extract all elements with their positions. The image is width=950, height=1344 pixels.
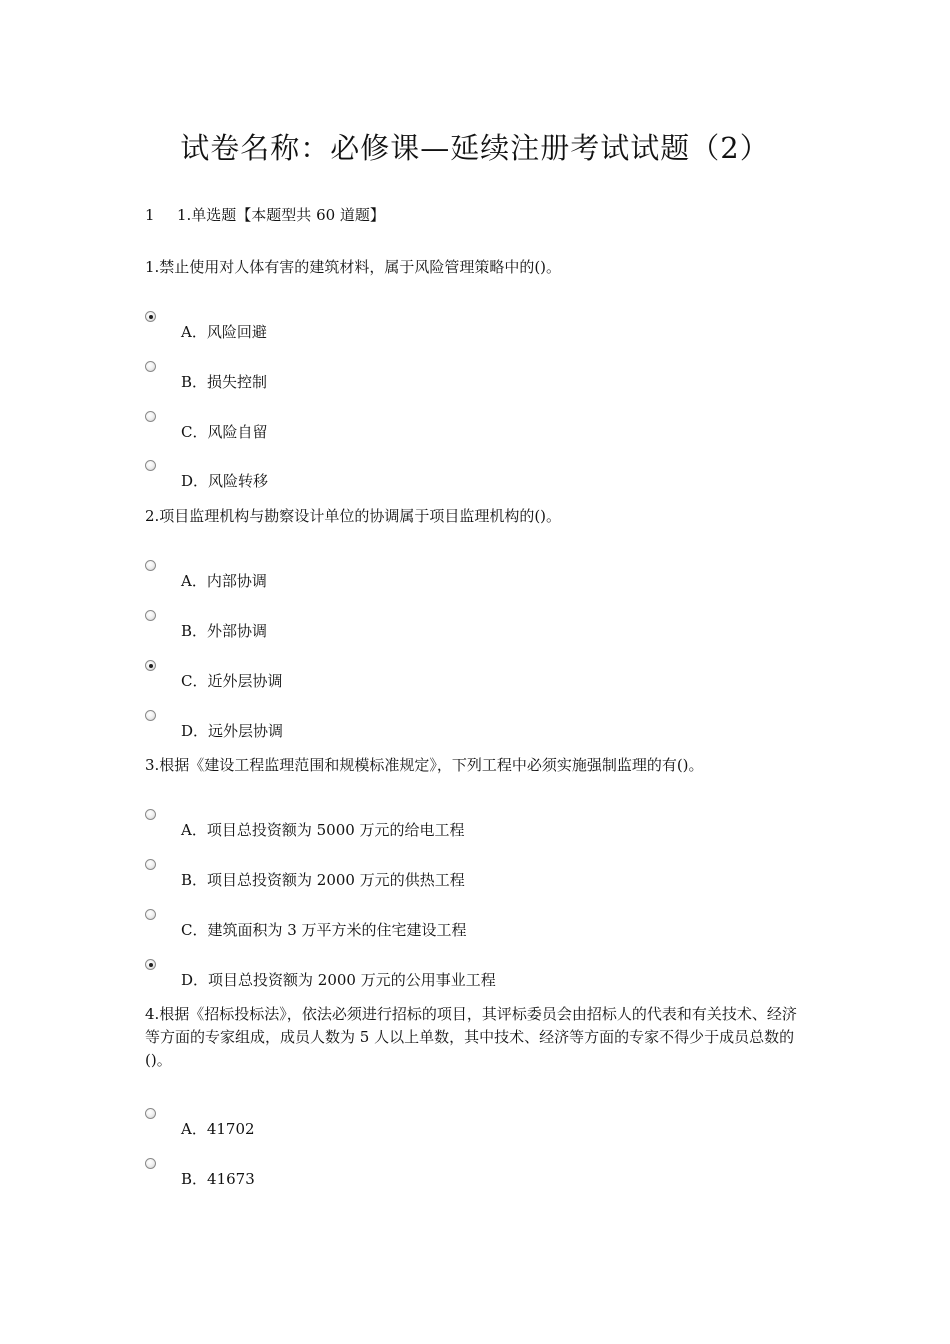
option-label: A．内部协调 xyxy=(181,572,267,590)
radio-icon[interactable] xyxy=(145,859,156,870)
radio-icon[interactable] xyxy=(145,1158,156,1169)
radio-checked-icon[interactable] xyxy=(145,660,156,671)
radio-icon[interactable] xyxy=(145,361,156,372)
option-label: D．风险转移 xyxy=(181,472,269,490)
option-label: B．外部协调 xyxy=(181,622,268,640)
radio-icon[interactable] xyxy=(145,909,156,920)
question-4-text: 4.根据《招标投标法》，依法必须进行招标的项目，其评标委员会由招标人的代表和有关技术、经济等方面的专家组成，成员人数为 5 人以上单数，其中技术、经济等方面的专家不得少于成员总数的()。 xyxy=(145,1005,797,1069)
option-label: D．远外层协调 xyxy=(181,722,284,740)
option-label: B．项目总投资额为 2000 万元的供热工程 xyxy=(181,871,465,889)
option-label: C．风险自留 xyxy=(181,423,268,441)
radio-checked-icon[interactable] xyxy=(145,311,156,322)
radio-icon[interactable] xyxy=(145,610,156,621)
option-label: A．项目总投资额为 5000 万元的给电工程 xyxy=(181,821,465,839)
radio-icon[interactable] xyxy=(145,411,156,422)
option-label: B．41673 xyxy=(181,1170,255,1188)
option-label: B．损失控制 xyxy=(181,373,268,391)
section-number: 1 xyxy=(145,206,155,224)
radio-icon[interactable] xyxy=(145,460,156,471)
option-label: A．风险回避 xyxy=(181,323,267,341)
page-title: 试卷名称：必修课—延续注册考试试题（2） xyxy=(180,131,770,165)
option-label: A．41702 xyxy=(181,1120,255,1138)
option-label: D．项目总投资额为 2000 万元的公用事业工程 xyxy=(181,971,496,989)
radio-icon[interactable] xyxy=(145,809,156,820)
section-header xyxy=(145,204,385,226)
radio-icon[interactable] xyxy=(145,710,156,721)
question-2-text: 2.项目监理机构与勘察设计单位的协调属于项目监理机构的()。 xyxy=(145,507,562,525)
radio-checked-icon[interactable] xyxy=(145,959,156,970)
section-label: 1.单选题【本题型共 60 道题】 xyxy=(177,206,385,224)
radio-icon[interactable] xyxy=(145,1108,156,1119)
option-label: C．建筑面积为 3 万平方米的住宅建设工程 xyxy=(181,921,467,939)
question-1-text: 1.禁止使用对人体有害的建筑材料，属于风险管理策略中的()。 xyxy=(145,258,562,276)
question-3-text: 3.根据《建设工程监理范围和规模标准规定》，下列工程中必须实施强制监理的有()。 xyxy=(145,756,704,774)
radio-icon[interactable] xyxy=(145,560,156,571)
option-label: C．近外层协调 xyxy=(181,672,283,690)
